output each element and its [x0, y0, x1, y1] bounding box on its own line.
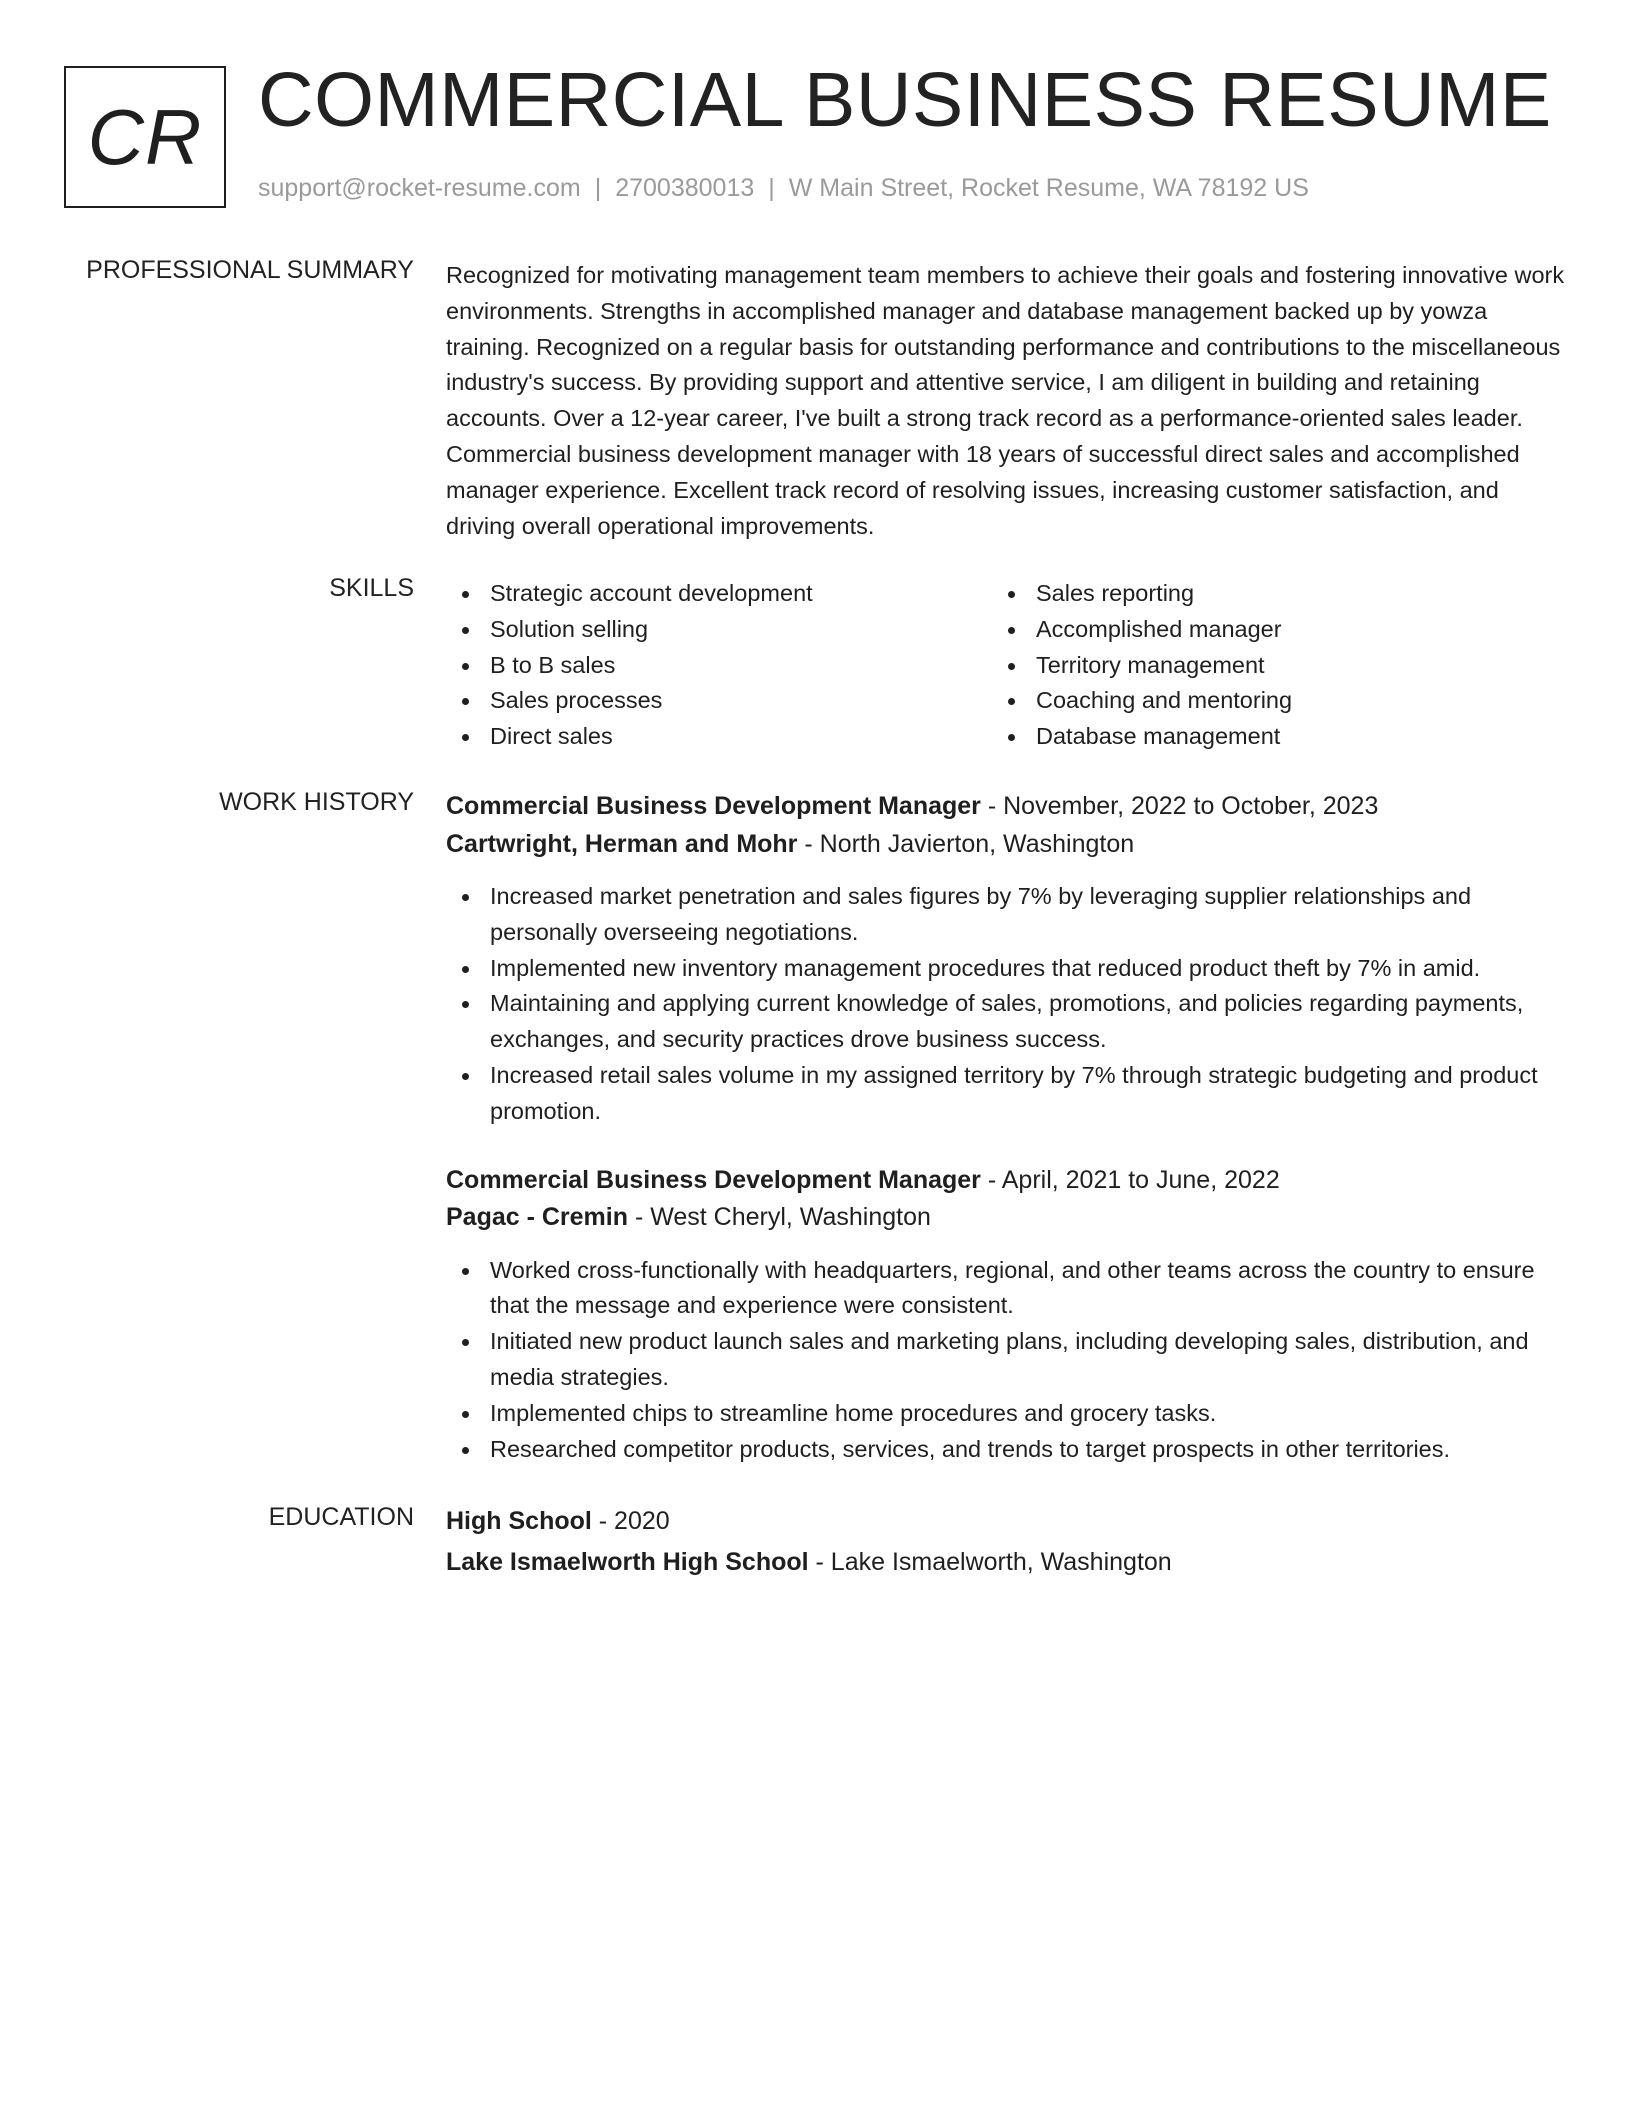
section-label-education: EDUCATION: [268, 1503, 414, 1531]
monogram-badge: [64, 66, 226, 208]
resume-title: COMMERCIAL BUSINESS RESUME: [258, 57, 1552, 143]
skill-item: B to B sales: [446, 648, 992, 684]
job-bullet: Implemented chips to streamline home procedures and grocery tasks.: [446, 1396, 1566, 1432]
job-company: Cartwright, Herman and Mohr: [446, 829, 798, 858]
job-title: Commercial Business Development Manager: [446, 792, 981, 820]
education-school: Lake Ismaelworth High School: [446, 1547, 809, 1576]
contact-separator: |: [768, 174, 775, 202]
education-body: [446, 1503, 1566, 1581]
job-company-line: [446, 826, 1566, 864]
skill-item: Sales processes: [446, 683, 992, 719]
skill-item: Direct sales: [446, 719, 992, 755]
skills-grid: [446, 576, 1566, 755]
skill-item: Solution selling: [446, 612, 992, 648]
job-bullet: Implemented new inventory management procedures that reduced product theft by 7% in amid.: [446, 951, 1566, 987]
job-dates: - April, 2021 to June, 2022: [980, 1165, 1280, 1194]
section-label-summary: PROFESSIONAL SUMMARY: [86, 256, 414, 284]
education-degree: High School: [446, 1507, 592, 1535]
education-school-line: [446, 1544, 1566, 1582]
job-bullets: [446, 1253, 1566, 1468]
skills-column-left: [446, 576, 992, 755]
skill-item: Territory management: [992, 648, 1538, 684]
education-location: - Lake Ismaelworth, Washington: [808, 1547, 1172, 1576]
skill-item: Sales reporting: [992, 576, 1538, 612]
job-bullet: Worked cross-functionally with headquarters, regional, and other teams across the country to ensure that the message and experience were consistent.: [446, 1253, 1566, 1325]
skills-body: [446, 576, 1566, 755]
contact-address: W Main Street, Rocket Resume, WA 78192 US: [788, 174, 1309, 202]
job-entry: [446, 788, 1566, 1130]
skill-item: Strategic account development: [446, 576, 992, 612]
work-history-body: [446, 788, 1566, 1467]
job-bullet: Increased market penetration and sales figures by 7% by leveraging supplier relationships and personally overseeing negotiations.: [446, 879, 1566, 951]
job-company: Pagac - Cremin: [446, 1203, 629, 1232]
job-title-line: [446, 1162, 1566, 1200]
skill-item: Accomplished manager: [992, 612, 1538, 648]
job-bullet: Initiated new product launch sales and marketing plans, including developing sales, distribution, and media strategies.: [446, 1324, 1566, 1396]
job-bullets: [446, 879, 1566, 1130]
contact-line: [258, 174, 1309, 203]
job-title-line: [446, 788, 1566, 826]
contact-separator: |: [594, 174, 602, 202]
job-bullet: Increased retail sales volume in my assigned territory by 7% through strategic budgeting and product promotion.: [446, 1058, 1566, 1130]
contact-email: support@rocket-resume.com: [258, 174, 581, 202]
section-label-skills: SKILLS: [329, 574, 414, 602]
summary-text: Recognized for motivating management team members to achieve their goals and fostering innovative work environments. Strengths in accomplished manager and database management backed up by yowza training. Recognized on a regular basis for outstanding performance and contributions to the miscellaneous industry's success. By providing support and attentive service, I am diligent in building and retaining accounts. Over a 12-year career, I've built a strong track record as a performance-oriented sales leader. Commercial business development manager with 18 years of successful direct sales and accomplished manager experience. Excellent track record of resolving issues, increasing customer satisfaction, and driving overall operational improvements.: [446, 262, 1565, 539]
education-year: - 2020: [591, 1507, 670, 1535]
job-company-line: [446, 1199, 1566, 1237]
job-title: Commercial Business Development Manager: [446, 1165, 981, 1194]
job-entry: [446, 1162, 1566, 1468]
job-bullet: Maintaining and applying current knowledge of sales, promotions, and policies regarding payments, exchanges, and security practices drove business success.: [446, 986, 1566, 1058]
section-label-work: WORK HISTORY: [219, 788, 414, 816]
contact-phone: 2700380013: [615, 174, 755, 202]
skills-column-right: [992, 576, 1538, 755]
job-location: - West Cheryl, Washington: [628, 1203, 931, 1232]
skill-item: Database management: [992, 719, 1538, 755]
education-degree-line: [446, 1503, 1566, 1541]
job-location: - North Javierton, Washington: [797, 829, 1135, 858]
monogram-initials: CR: [87, 92, 203, 181]
job-bullet: Researched competitor products, services, and trends to target prospects in other territories.: [446, 1432, 1566, 1468]
skill-item: Coaching and mentoring: [992, 683, 1538, 719]
job-dates: - November, 2022 to October, 2023: [980, 792, 1379, 820]
